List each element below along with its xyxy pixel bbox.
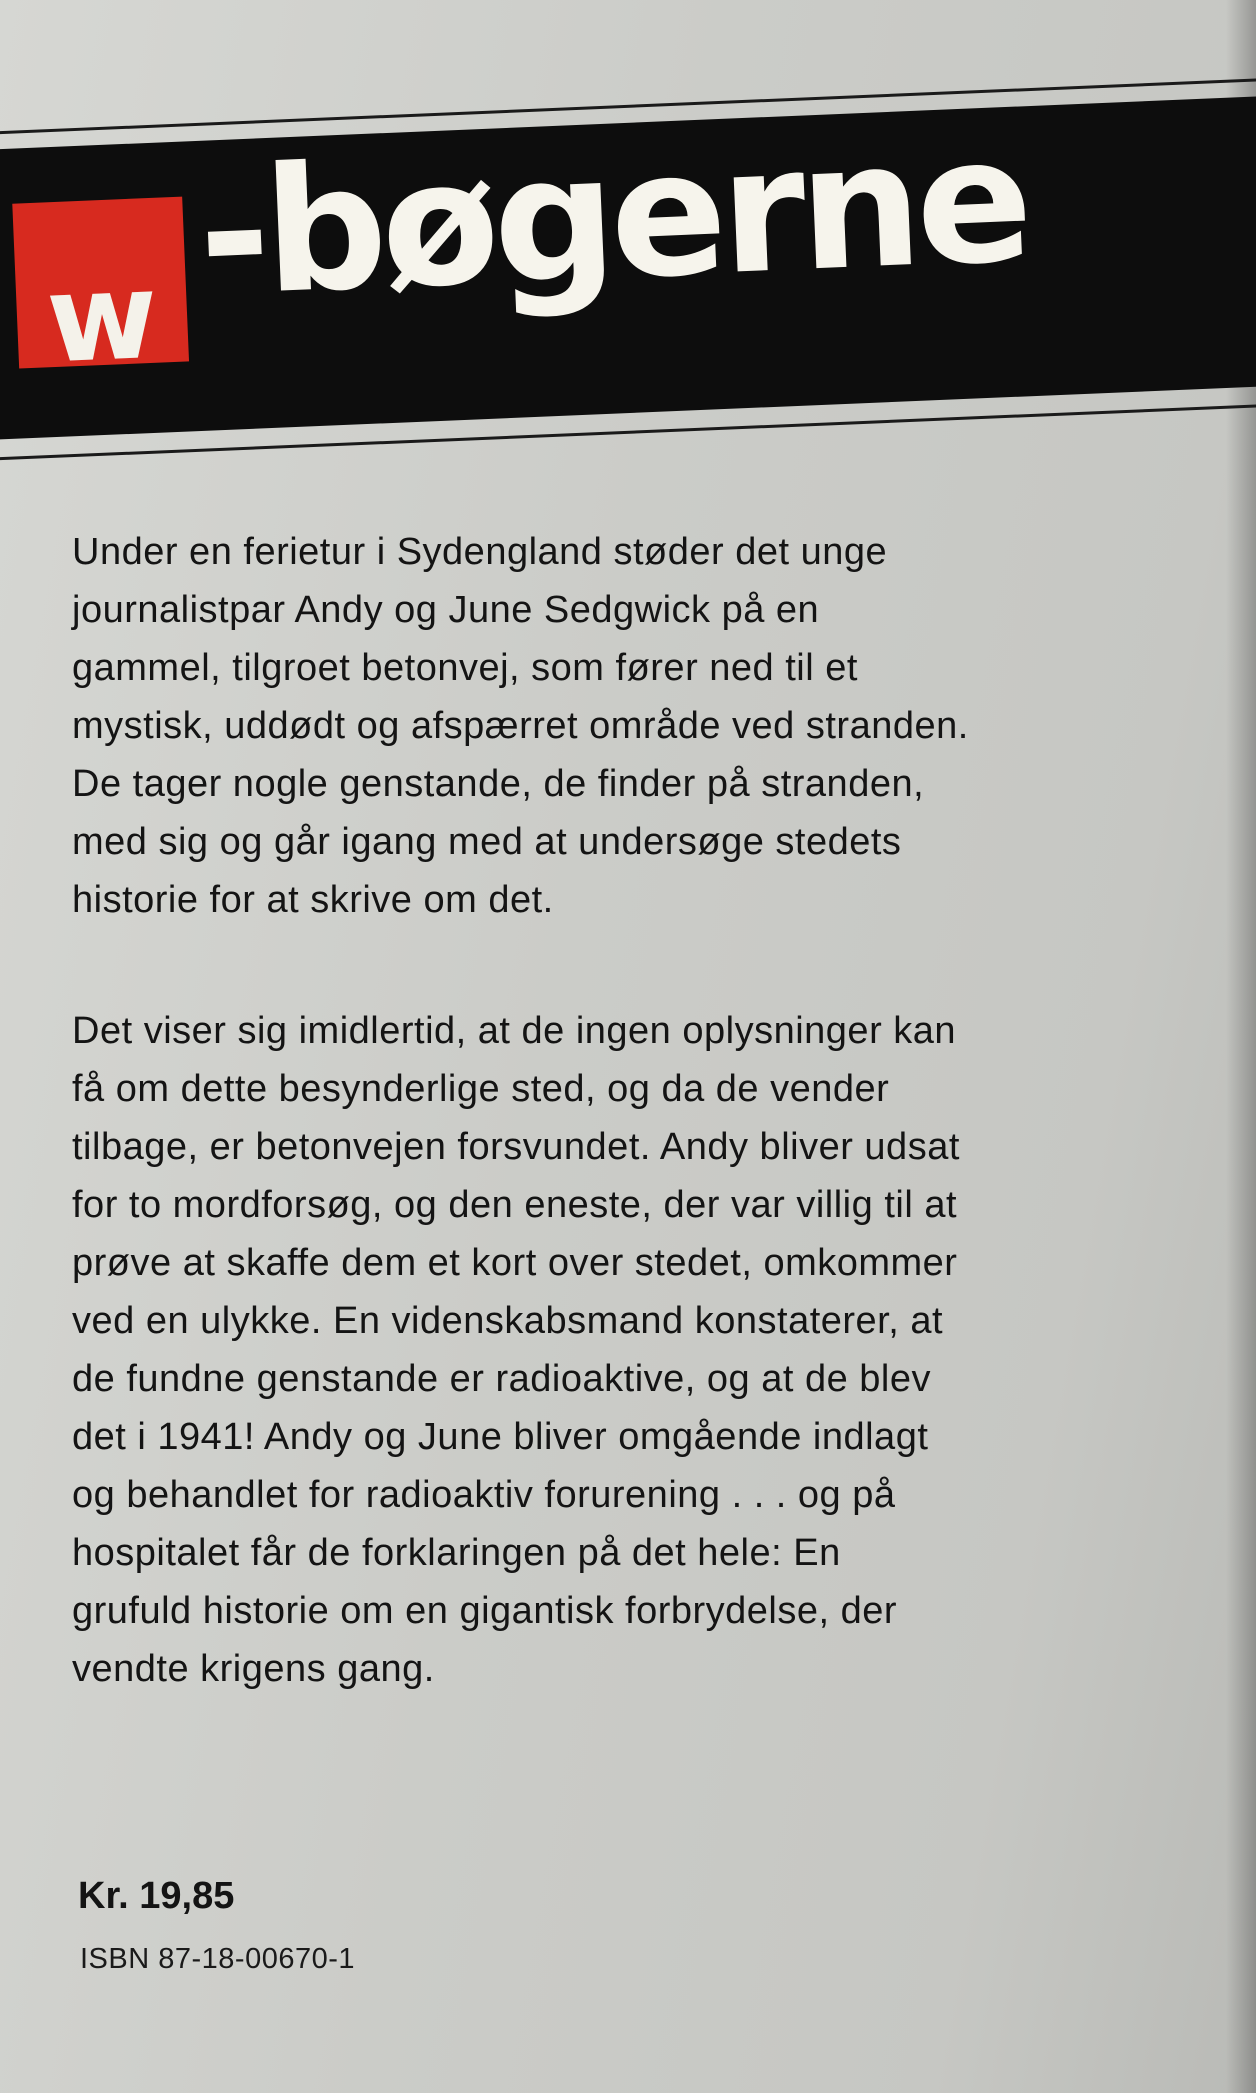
blurb-line: hospitalet får de forklaringen på det hele: En bbox=[72, 1532, 841, 1574]
blurb-line: Det viser sig imidlertid, at de ingen oplysninger kan bbox=[72, 1010, 957, 1052]
blurb-line: ved en ulykke. En videnskabsmand konstaterer, at bbox=[72, 1300, 944, 1342]
series-banner bbox=[0, 96, 1256, 440]
blurb-paragraph-2 bbox=[72, 1002, 1182, 1698]
blurb-line: prøve at skaffe dem et kort over stedet, omkommer bbox=[72, 1242, 958, 1284]
blurb-line: Under en ferietur i Sydengland støder det unge bbox=[72, 531, 888, 573]
isbn-label: ISBN 87-18-00670-1 bbox=[80, 1943, 355, 1975]
blurb-line: de fundne genstande er radioaktive, og at de blev bbox=[72, 1358, 931, 1400]
blurb-line: grufuld historie om en gigantisk forbrydelse, der bbox=[72, 1590, 898, 1632]
blurb-line: historie for at skrive om det. bbox=[72, 879, 554, 921]
blurb-line: journalistpar Andy og June Sedgwick på en bbox=[72, 589, 820, 631]
blurb-line: tilbage, er betonvejen forsvundet. Andy bliver udsat bbox=[72, 1126, 960, 1168]
price-label: Kr. 19,85 bbox=[78, 1875, 235, 1917]
blurb-line: det i 1941! Andy og June bliver omgående indlagt bbox=[72, 1416, 929, 1458]
blurb-paragraph-1 bbox=[72, 523, 1182, 929]
blurb-line: gammel, tilgroet betonvej, som fører ned til et bbox=[72, 647, 858, 689]
blurb-line: mystisk, uddødt og afspærret område ved stranden. bbox=[72, 705, 969, 747]
blurb-line: og behandlet for radioaktiv forurening . . . og på bbox=[72, 1474, 896, 1516]
blurb-line: for to mordforsøg, og den eneste, der var villig til at bbox=[72, 1184, 958, 1226]
logo-letter: w bbox=[43, 246, 161, 391]
series-logo bbox=[12, 197, 189, 391]
blurb-line: De tager nogle genstande, de finder på stranden, bbox=[72, 763, 925, 805]
blurb-line: få om dette besynderlige sted, og da de vender bbox=[72, 1068, 890, 1110]
blurb-line: vendte krigens gang. bbox=[72, 1648, 435, 1690]
series-name: -bøgerne bbox=[194, 99, 1031, 335]
blurb-line: med sig og går igang med at undersøge stedets bbox=[72, 821, 902, 863]
